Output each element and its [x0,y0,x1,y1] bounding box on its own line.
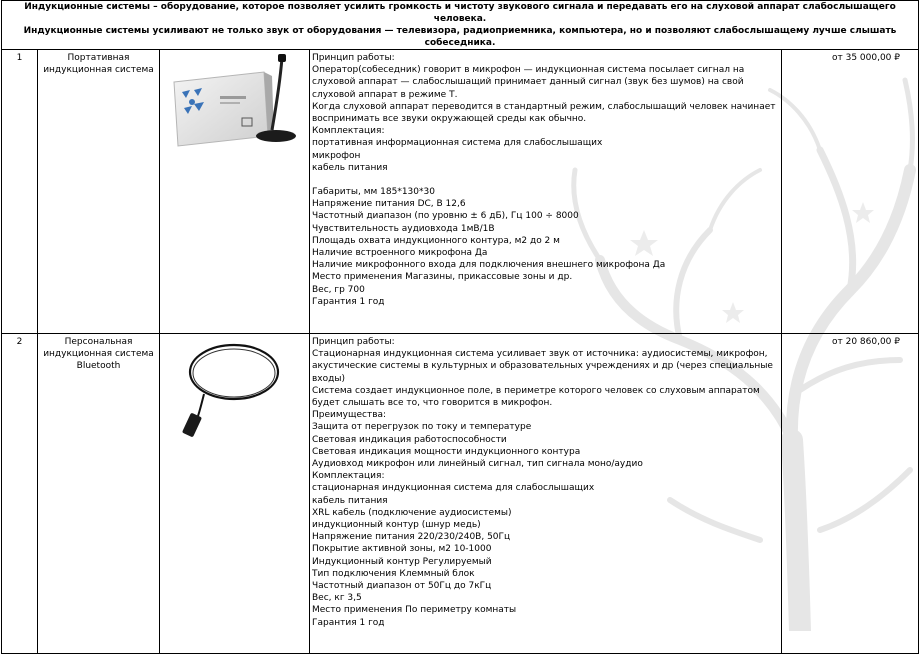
description-line: Частотный диапазон от 50Гц до 7кГц [312,581,492,592]
table-header-row [2,1,919,50]
description-line: Напряжение питания 220/230/240В, 50Гц [312,532,511,543]
description-line: Когда слуховой аппарат переводится в стандартный режим, слабослышащий человек начинает воспринимать все звуки окружающей среды как обычно. [312,101,776,125]
description-line: Вес, кг 3,5 [312,593,362,604]
description-line: Принцип работы: [312,337,395,347]
description-line: микрофон [312,150,361,161]
description-line: кабель питания [312,495,388,506]
product-price: от 35 000,00 ₽ [782,50,919,334]
header-line-2: Индукционные системы усиливают не только звук от оборудования — телевизора, радиоприемника, компьютера, но и позволяют слабослышащему лучше слышать собеседника. [23,26,897,48]
description-line: индукционный контур (шнур медь) [312,520,481,531]
description-line: Тип подключения Клеммный блок [312,568,475,579]
description-line: Частотный диапазон (по уровню ± 6 дБ), Гц 100 ÷ 8000 [312,211,579,222]
description-line: Наличие встроенного микрофона Да [312,248,488,259]
description-line: Напряжение питания DC, В 12,6 [312,199,466,210]
description-line: портативная информационная система для слабослышащих [312,138,603,149]
row-number: 2 [2,334,38,654]
portable-induction-system-image [164,52,304,150]
description-line: Площадь охвата индукционного контура, м2 до 2 м [312,235,560,246]
description-line: Световая индикация работоспособности [312,434,507,445]
description-line: Оператор(собеседник) говорит в микрофон — индукционная система посылает сигнал на слуховой аппарат — слабослышащий принимает данный сигнал (звук без шумов) на свой слуховой аппарат в режиме Т. [312,65,745,100]
product-table [1,0,919,654]
description-line: Комплектация: [312,126,385,137]
description-line: Чувствительность аудиовхода 1мВ/1В [312,223,495,234]
product-name: Портативная индукционная система [38,50,160,334]
description-line: Стационарная индукционная система усиливает звук от источника: аудиосистемы, микрофон, акустические системы в культурных и образовательных учреждениях и др (через специальные входы) [312,349,773,384]
description-line: Место применения Магазины, прикассовые зоны и др. [312,272,573,283]
header-line-1: Индукционные системы – оборудование, которое позволяет усилить громкость и чистоту звукового сигнала и передавать его на слуховой аппарат слабослышащего человека. [24,2,896,24]
description-line: Вес, гр 700 [312,284,365,295]
description-line: Гарантия 1 год [312,617,385,628]
description-line: Защита от перегрузок по току и температуре [312,422,532,433]
product-name: Персональная индукционная система Bluetooth [38,334,160,654]
table-row [2,334,919,654]
product-image-cell [160,50,310,334]
description-line: Покрытие активной зоны, м2 10-1000 [312,544,492,555]
description-line: Индукционный контур Регулируемый [312,556,492,567]
table-row [2,50,919,334]
induction-loop-cable-image [164,336,304,446]
description-line [312,174,779,186]
description-line: стационарная индукционная система для слабослышащих [312,483,595,494]
product-image-cell [160,334,310,654]
description-line: кабель питания [312,162,388,173]
description-line: Преимущества: [312,410,387,421]
product-price: от 20 860,00 ₽ [782,334,919,654]
description-line: Принцип работы: [312,53,395,63]
description-line: Световая индикация мощности индукционного контура [312,446,581,457]
description-line: XRL кабель (подключение аудиосистемы) [312,507,512,518]
description-line: Гарантия 1 год [312,296,385,307]
table-header [2,1,919,50]
description-line: Габариты, мм 185*130*30 [312,187,435,198]
description-line: Система создает индукционное поле, в периметре которого человек со слуховым аппаратом будет слышать все то, что говорится в микрофон. [312,385,760,409]
description-line: Место применения По периметру комнаты [312,605,517,616]
description-line: Комплектация: [312,471,385,482]
row-number: 1 [2,50,38,334]
description-line: Аудиовход микрофон или линейный сигнал, тип сигнала моно/аудио [312,459,643,470]
description-line: Наличие микрофонного входа для подключения внешнего микрофона Да [312,260,666,271]
product-description [310,50,782,334]
product-description [310,334,782,654]
